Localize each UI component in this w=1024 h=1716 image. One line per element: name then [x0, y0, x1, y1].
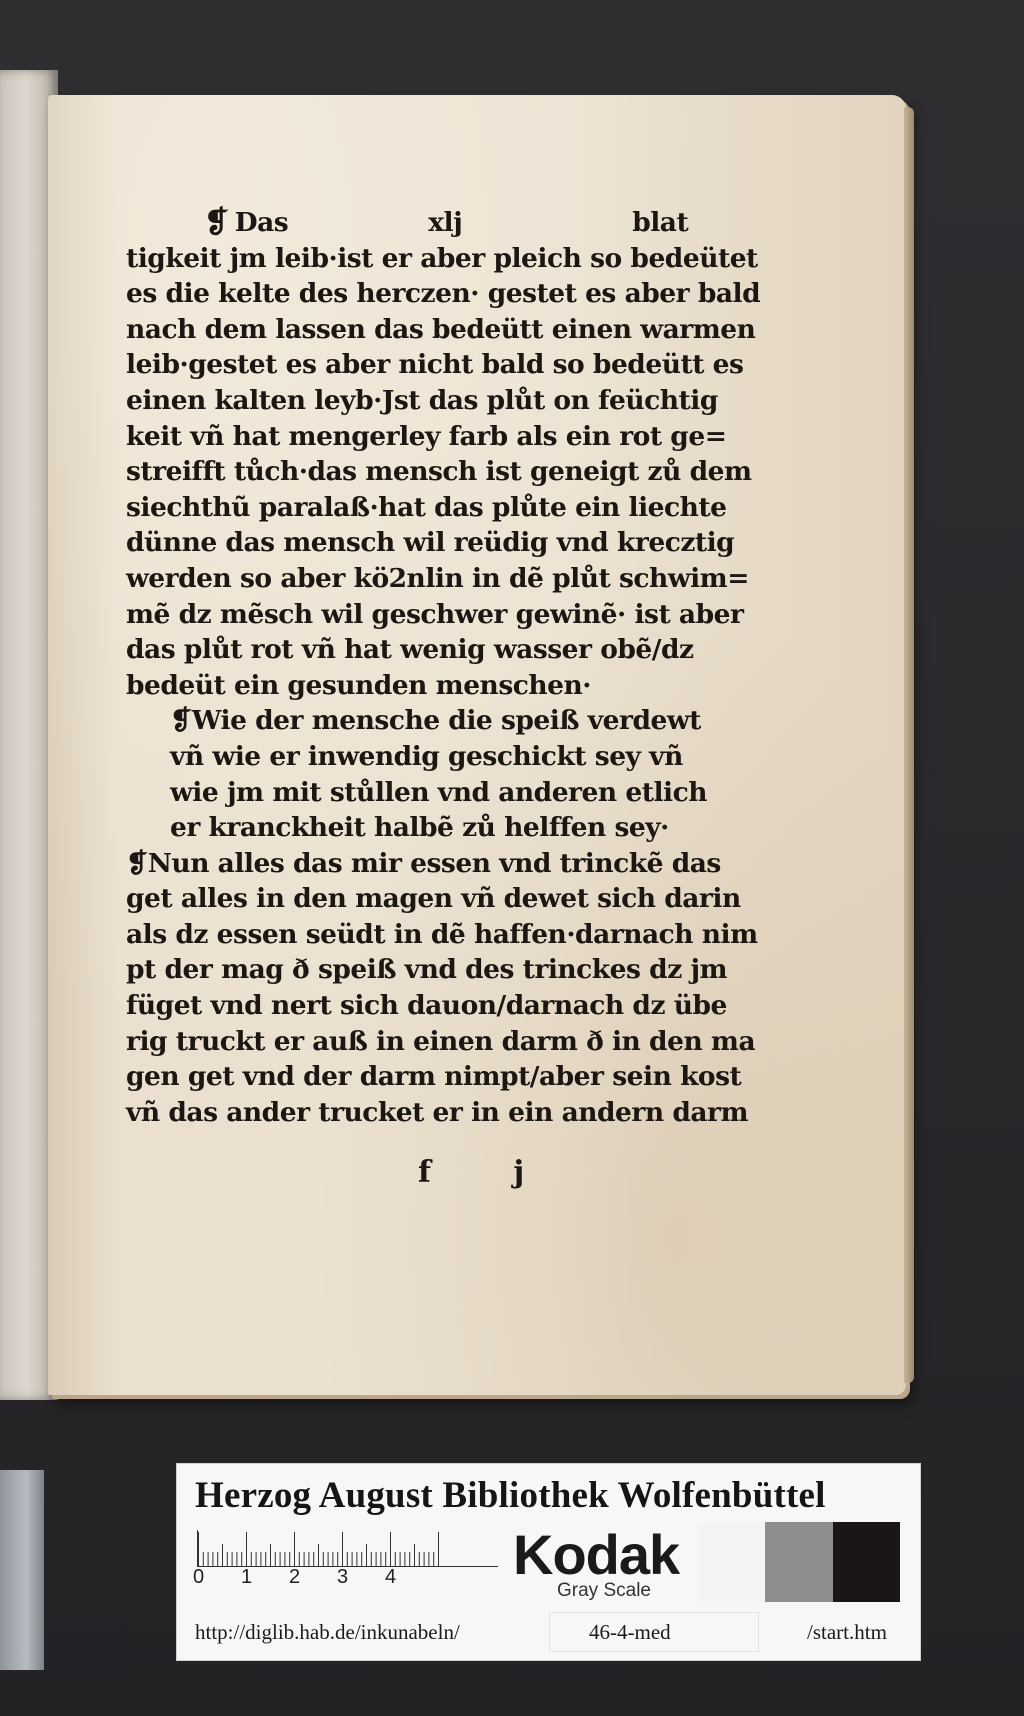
text-line: streifft tůch·das mensch ist geneigt zů dem: [126, 456, 752, 488]
ruler-label: 3: [337, 1566, 349, 1588]
text-line: ❡Nun alles das mir essen vnd trinckẽ das: [126, 847, 721, 879]
text-line: werden so aber kö2nlin in dẽ plůt schwim=: [126, 562, 749, 594]
ruler-labels: [193, 1566, 517, 1592]
text-line: get alles in den magen vñ dewet sich darin: [126, 883, 741, 915]
text-line: vñ wie er inwendig geschickt sey vñ: [170, 740, 683, 772]
text-line: wie jm mit stůllen vnd anderen etlich: [170, 776, 708, 808]
text-line: rig truckt er auß in einen darm ð in den ma: [126, 1025, 756, 1057]
text-line: das plůt rot vñ hat wenig wasser obẽ/dz: [126, 634, 694, 666]
library-title: Herzog August Bibliothek Wolfenbüttel: [195, 1475, 826, 1516]
binding-strip: [0, 1470, 44, 1670]
url-shelfmark: 46-4-med: [589, 1620, 671, 1644]
section-heading: [126, 703, 786, 845]
text-line: bedeüt ein gesunden menschen·: [126, 669, 591, 701]
ruler-label: 2: [289, 1566, 301, 1588]
book-page: [48, 95, 906, 1395]
text-line: vñ das ander trucket er in ein andern darm: [126, 1096, 749, 1128]
gray-scale-patches: [698, 1522, 900, 1602]
ruler-label: 0: [193, 1566, 205, 1588]
kodak-logo: Kodak: [513, 1523, 680, 1586]
folio-number: xlj: [428, 207, 463, 238]
paragraph-2: [126, 846, 786, 1131]
text-line: einen kalten leyb·Jst das plůt on feüchtig: [126, 384, 718, 416]
ruler-label: 1: [241, 1566, 253, 1588]
library-target-card: [176, 1463, 921, 1661]
text-line: dünne das mensch wil reüdig vnd krecztig: [126, 527, 735, 559]
text-line: keit vñ hat mengerley farb als ein rot ge=: [126, 420, 727, 452]
running-header: [204, 205, 786, 241]
url-base: http://diglib.hab.de/inkunabeln/: [195, 1620, 460, 1644]
text-line: gen get vnd der darm nimpt/aber sein kost: [126, 1061, 742, 1093]
header-label: blat: [632, 207, 689, 238]
text-line: als dz essen seüdt in dẽ haffen·darnach nim: [126, 918, 758, 950]
white-patch: [698, 1522, 765, 1602]
pilcrow-mark: ❡: [204, 205, 229, 240]
ruler-label: 4: [385, 1566, 397, 1588]
text-line: nach dem lassen das bedeütt einen warmen: [126, 313, 756, 345]
gray-patch: [765, 1522, 832, 1602]
text-line: er kranckheit halbẽ zů helffen sey·: [170, 812, 669, 844]
url-suffix: /start.htm: [807, 1620, 887, 1644]
ruler-ticks: [198, 1530, 498, 1566]
text-line: mẽ dz mẽsch wil geschwer gewinẽ· ist aber: [126, 598, 744, 630]
black-patch: [833, 1522, 900, 1602]
signature-mark: f j: [418, 1155, 561, 1190]
text-line: siechthũ paralaß·hat das plůte ein liechte: [126, 491, 727, 523]
text-line: ❡Wie der mensche die speiß verdewt: [170, 705, 701, 737]
page-text: [126, 205, 786, 1130]
text-line: tigkeit jm leib·ist er aber pleich so bedeütet: [126, 242, 758, 274]
text-line: pt der mag ð speiß vnd des trinckes dz jm: [126, 954, 728, 986]
scale-ruler: [197, 1530, 498, 1567]
text-line: es die kelte des herczen· gestet es aber bald: [126, 278, 761, 310]
header-word: Das: [234, 207, 289, 238]
text-line: leib·gestet es aber nicht bald so bedeütt es: [126, 349, 744, 381]
gray-scale-label: Gray Scale: [557, 1580, 651, 1601]
paragraph-1: [126, 241, 786, 704]
text-line: füget vnd nert sich dauon/darnach dz übe: [126, 990, 727, 1022]
